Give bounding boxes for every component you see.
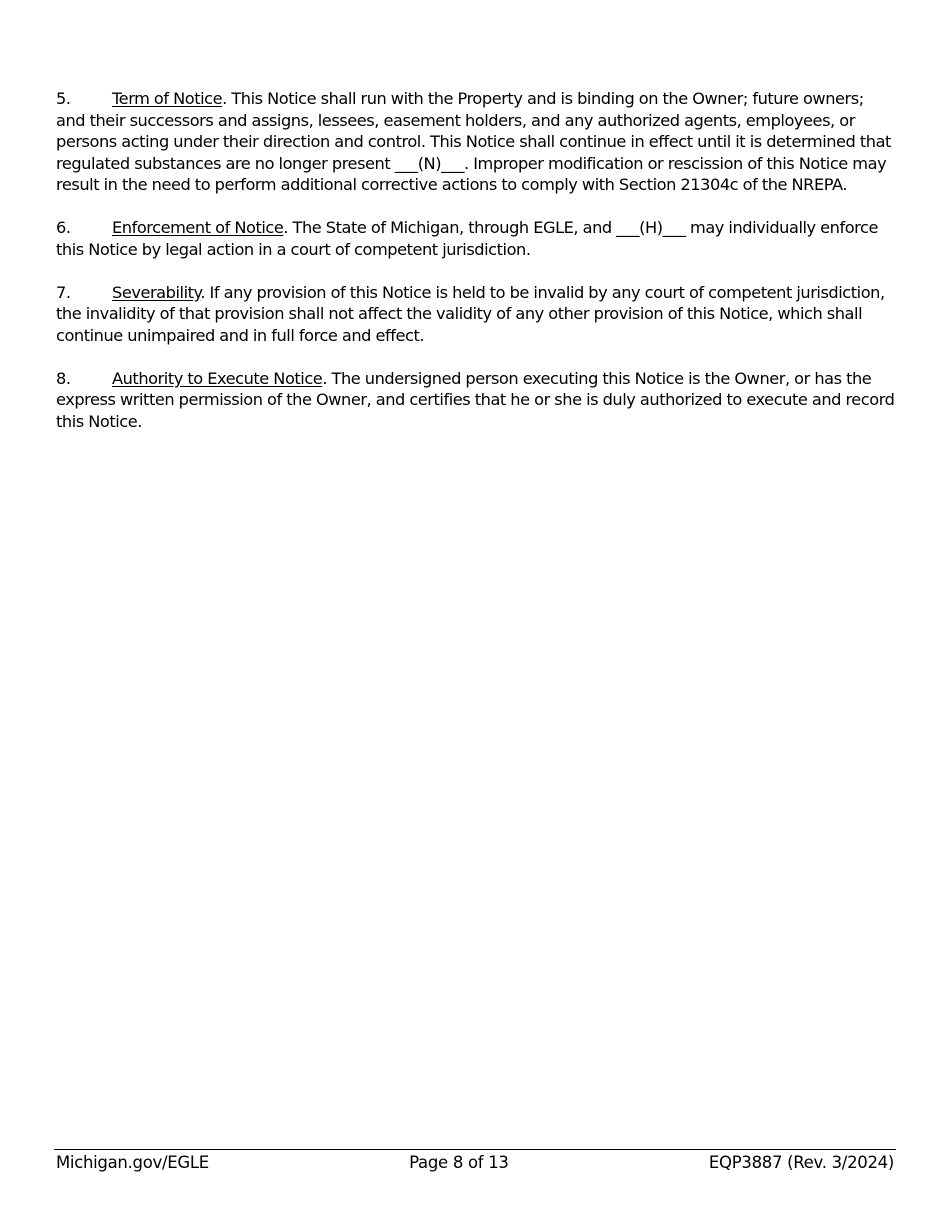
footer-website: Michigan.gov/EGLE [56,1153,209,1172]
section-number: 6. [56,218,71,237]
section-text: . This Notice shall run with the Property and is binding on the Owner; future owners; and their successors and assigns, lessees, easement holders, and any authorized agents, employees, or persons acting under their direction and control. This Notice shall continue in effect until it is determined that regulated substances are no longer present ___(N)___. Improper modification or rescission of this Notice may result in the need to perform additional corrective actions to comply with Section 21304c of the NREPA. [56,89,891,194]
document-body [56,88,896,454]
section-text: . The State of Michigan, through EGLE, and ___(H)___ may individually enforce this Notice by legal action in a court of competent jurisdiction. [56,218,878,259]
footer-divider [54,1149,896,1150]
footer-page-number: Page 8 of 13 [409,1153,509,1172]
section-text: . If any provision of this Notice is held to be invalid by any court of competent jurisdiction, the invalidity of that provision shall not affect the validity of any other provision of this Notice, which shall continue unimpaired and in full force and effect. [56,282,885,345]
section-number: 5. [56,89,71,108]
page-footer [56,1151,894,1175]
section-heading: Severability [112,282,201,302]
section-7 [56,282,896,347]
section-6 [56,217,896,260]
footer-form-id: EQP3887 (Rev. 3/2024) [708,1153,894,1172]
section-text: . The undersigned person executing this Notice is the Owner, or has the express written permission of the Owner, and certifies that he or she is duly authorized to execute and record this Notice. [56,368,895,431]
section-5 [56,88,896,196]
section-number: 7. [56,282,71,302]
section-heading: Authority to Execute Notice [112,368,323,388]
section-8 [56,368,896,433]
section-heading: Enforcement of Notice [112,218,284,237]
section-number: 8. [56,368,71,388]
section-heading: Term of Notice [112,89,223,108]
